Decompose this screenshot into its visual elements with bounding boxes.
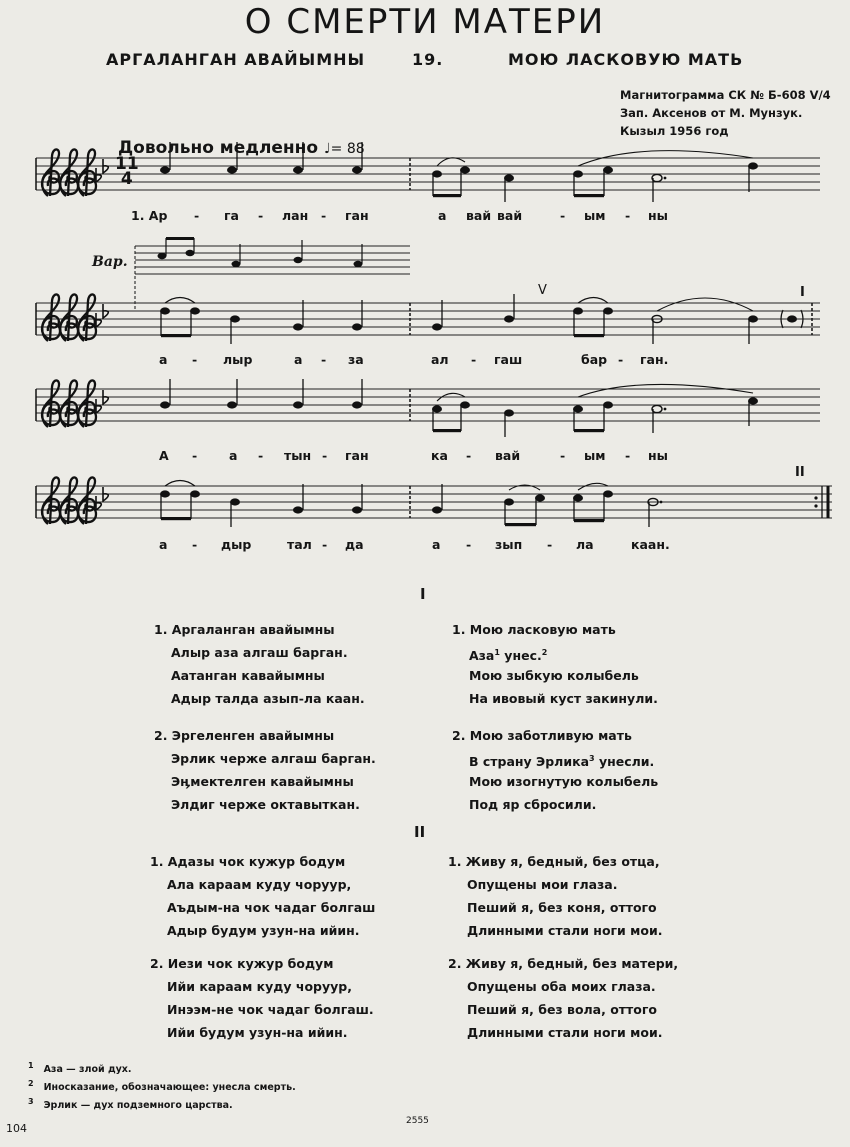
footnote-text: Аза — злой дух. xyxy=(43,1064,132,1076)
ending-marker-1: I xyxy=(800,285,805,300)
lyric-syllable: а xyxy=(294,352,303,367)
source-collector: Зап. Аксенов от М. Мунзук. xyxy=(620,106,803,120)
lyric-syllable: а xyxy=(159,352,168,367)
lyric-syllable: ган. xyxy=(640,352,669,367)
verse-line: Под яр сбросили. xyxy=(469,797,597,812)
footnote-ref: 2 xyxy=(541,648,548,657)
lyric-syllable: ым xyxy=(584,448,606,463)
metronome-value: 88 xyxy=(346,141,365,157)
verse-line: 1. Аргаланган авайымны xyxy=(154,622,335,637)
staff-system-2 xyxy=(36,294,820,344)
verse-line: Пеший я, без вола, оттого xyxy=(467,1002,658,1017)
verse-line: Ийи караам куду чоруур, xyxy=(167,979,352,994)
lyric-syllable: ла xyxy=(576,537,594,552)
verse-2-translation xyxy=(452,724,658,816)
tempo-text: Довольно медленно xyxy=(118,138,319,158)
verse-line: 2. Иези чок кужур бодум xyxy=(150,956,334,971)
lyric-syllable: гаш xyxy=(494,352,523,367)
verse-text: Аза xyxy=(469,648,495,664)
footnote-mark: 2 xyxy=(28,1079,34,1088)
footnote-ref: 1 xyxy=(494,648,500,657)
lyric-hyphen: - xyxy=(547,537,553,552)
lyric-syllable: ны xyxy=(648,448,668,463)
lyric-hyphen: - xyxy=(192,448,198,463)
footnote-text: Иносказание, обозначающее: унесла смерть. xyxy=(43,1082,296,1094)
lyric-hyphen: - xyxy=(560,448,566,463)
verse-line: Алыр аза алгаш барган. xyxy=(171,645,348,660)
variant-staff xyxy=(135,237,410,310)
verse-3-original xyxy=(150,850,375,942)
lyric-hyphen: - xyxy=(258,448,264,463)
verse-line: Мою зыбкую колыбель xyxy=(469,668,639,683)
verse-line: 1. Мою ласковую мать xyxy=(452,622,616,637)
verse-1-original xyxy=(154,618,365,710)
lyric-hyphen: - xyxy=(258,208,264,223)
lyric-hyphen: - xyxy=(194,208,200,223)
staff-system-1 xyxy=(36,142,820,202)
lyric-syllable: а xyxy=(438,208,447,223)
source-recording: Магнитограмма СК № Б-608 V/4 xyxy=(620,88,831,102)
lyric-syllable: бар xyxy=(581,352,608,367)
verse-text: унесли. xyxy=(594,754,655,770)
verse-line: 2. Мою заботливую мать xyxy=(452,728,632,743)
staff-system-3 xyxy=(36,379,820,437)
verse-line: Ала караам куду чоруур, xyxy=(167,877,352,892)
time-signature-bottom: 4 xyxy=(120,169,133,189)
lyric-hyphen: - xyxy=(618,352,624,367)
lyric-syllable: ган xyxy=(345,448,369,463)
footnote-mark: 3 xyxy=(28,1097,34,1106)
verse-line: Мою изогнутую колыбель xyxy=(469,774,659,789)
lyric-syllable: зып xyxy=(495,537,523,552)
lyric-hyphen: - xyxy=(192,352,198,367)
verse-3-translation xyxy=(448,850,662,942)
subtitle-original: АРГАЛАНГАН АВАЙЫМНЫ xyxy=(106,50,366,69)
lyric-syllable: 1. Ар xyxy=(131,208,168,223)
footnote-text: Эрлик — дух подземного царства. xyxy=(43,1100,233,1112)
source-place-year: Кызыл 1956 год xyxy=(620,124,729,138)
lyric-syllable: каан. xyxy=(631,537,670,552)
verse-4-translation xyxy=(448,952,678,1044)
ending-marker-2: II xyxy=(795,465,805,480)
lyric-hyphen: - xyxy=(322,448,328,463)
verse-line: Адыр будум узун-на ийин. xyxy=(167,923,360,938)
verse-line: Элдиг черже октавыткан. xyxy=(171,797,360,812)
note-glyph-icon: ♩ xyxy=(324,141,331,157)
verse-line: 2. Живу я, бедный, без матери, xyxy=(448,956,679,971)
verse-line xyxy=(452,747,658,770)
lyric-hyphen: - xyxy=(321,208,327,223)
lyric-syllable: да xyxy=(345,537,364,552)
verse-text: В страну Эрлика xyxy=(469,754,590,770)
section-label-1: I xyxy=(420,585,426,603)
verse-line: Длинными стали ноги мои. xyxy=(467,1025,663,1040)
verse-line: Ийи будум узун-на ийин. xyxy=(167,1025,348,1040)
print-code: 2555 xyxy=(406,1116,429,1126)
verse-text: унес. xyxy=(499,648,542,664)
lyric-syllable: ны xyxy=(648,208,668,223)
verse-line: 2. Эргеленген авайымны xyxy=(154,728,335,743)
lyric-hyphen: - xyxy=(466,537,472,552)
time-signature xyxy=(115,154,139,189)
lyric-hyphen: - xyxy=(322,537,328,552)
lyric-syllable: вай xyxy=(495,448,521,463)
footnote-mark: 1 xyxy=(28,1061,34,1070)
lyric-hyphen: - xyxy=(466,448,472,463)
lyric-syllable: тын xyxy=(284,448,312,463)
lyric-syllable: за xyxy=(348,352,364,367)
verse-line: Адыр талда азып-ла каан. xyxy=(171,691,365,706)
section-label-2: II xyxy=(414,823,426,841)
verse-line: На ивовый куст закинули. xyxy=(469,691,658,706)
footnote-1 xyxy=(28,1061,132,1075)
time-signature-top: 11 xyxy=(115,154,139,174)
verse-line: 1. Живу я, бедный, без отца, xyxy=(448,854,660,869)
footnote-2 xyxy=(28,1079,296,1093)
lyric-syllable: лыр xyxy=(223,352,253,367)
verse-1-translation xyxy=(452,618,658,710)
lyric-syllable: лан xyxy=(282,208,309,223)
lyric-hyphen: - xyxy=(471,352,477,367)
page-title: О СМЕРТИ МАТЕРИ xyxy=(244,2,606,42)
verse-line: Инээм-не чок чадаг болгаш. xyxy=(167,1002,374,1017)
verse-line: 1. Адазы чок кужур бодум xyxy=(150,854,346,869)
lyric-hyphen: - xyxy=(560,208,566,223)
verse-line xyxy=(452,641,658,664)
verse-2-original xyxy=(154,724,376,816)
lyric-syllable: тал xyxy=(287,537,312,552)
verse-line: Аатанган кавайымны xyxy=(171,668,325,683)
lyric-syllable: А xyxy=(159,448,169,463)
footnote-ref: 3 xyxy=(589,754,595,763)
lyric-syllable: а xyxy=(159,537,168,552)
lyric-hyphen: - xyxy=(625,208,631,223)
lyric-syllable: а xyxy=(432,537,441,552)
verse-line: Опущены мои глаза. xyxy=(467,877,618,892)
lyric-syllable: ым xyxy=(584,208,606,223)
song-number: 19. xyxy=(412,50,444,69)
lyric-syllable: ган xyxy=(345,208,369,223)
lyric-hyphen: - xyxy=(625,448,631,463)
lyric-syllable: ка xyxy=(431,448,448,463)
lyric-syllable: ал xyxy=(431,352,449,367)
lyric-hyphen: - xyxy=(321,352,327,367)
lyric-syllable: а xyxy=(229,448,238,463)
verse-line: Эӊмектелген кавайымны xyxy=(171,774,354,789)
verse-line: Длинными стали ноги мои. xyxy=(467,923,663,938)
verse-line: Эрлик черже алгаш барган. xyxy=(171,751,376,766)
staff-system-4 xyxy=(36,477,832,527)
breath-mark: V xyxy=(538,283,547,298)
footnote-3 xyxy=(28,1097,233,1111)
lyric-syllable: вай xyxy=(497,208,523,223)
metronome-mark: ♩= 88 xyxy=(324,141,365,157)
verse-line: Опущены оба моих глаза. xyxy=(467,979,656,994)
lyric-syllable: га xyxy=(224,208,239,223)
lyric-hyphen: - xyxy=(192,537,198,552)
verse-4-original xyxy=(150,952,374,1044)
verse-line: Пеший я, без коня, оттого xyxy=(467,900,657,915)
verse-line: Аъдым-на чок чадаг болгаш xyxy=(167,900,376,915)
page-number: 104 xyxy=(6,1122,27,1135)
lyric-hyphen: вай xyxy=(466,208,492,223)
subtitle-translation: МОЮ ЛАСКОВУЮ МАТЬ xyxy=(508,50,744,69)
lyric-syllable: дыр xyxy=(221,537,252,552)
variant-label: Вар. xyxy=(92,254,128,270)
